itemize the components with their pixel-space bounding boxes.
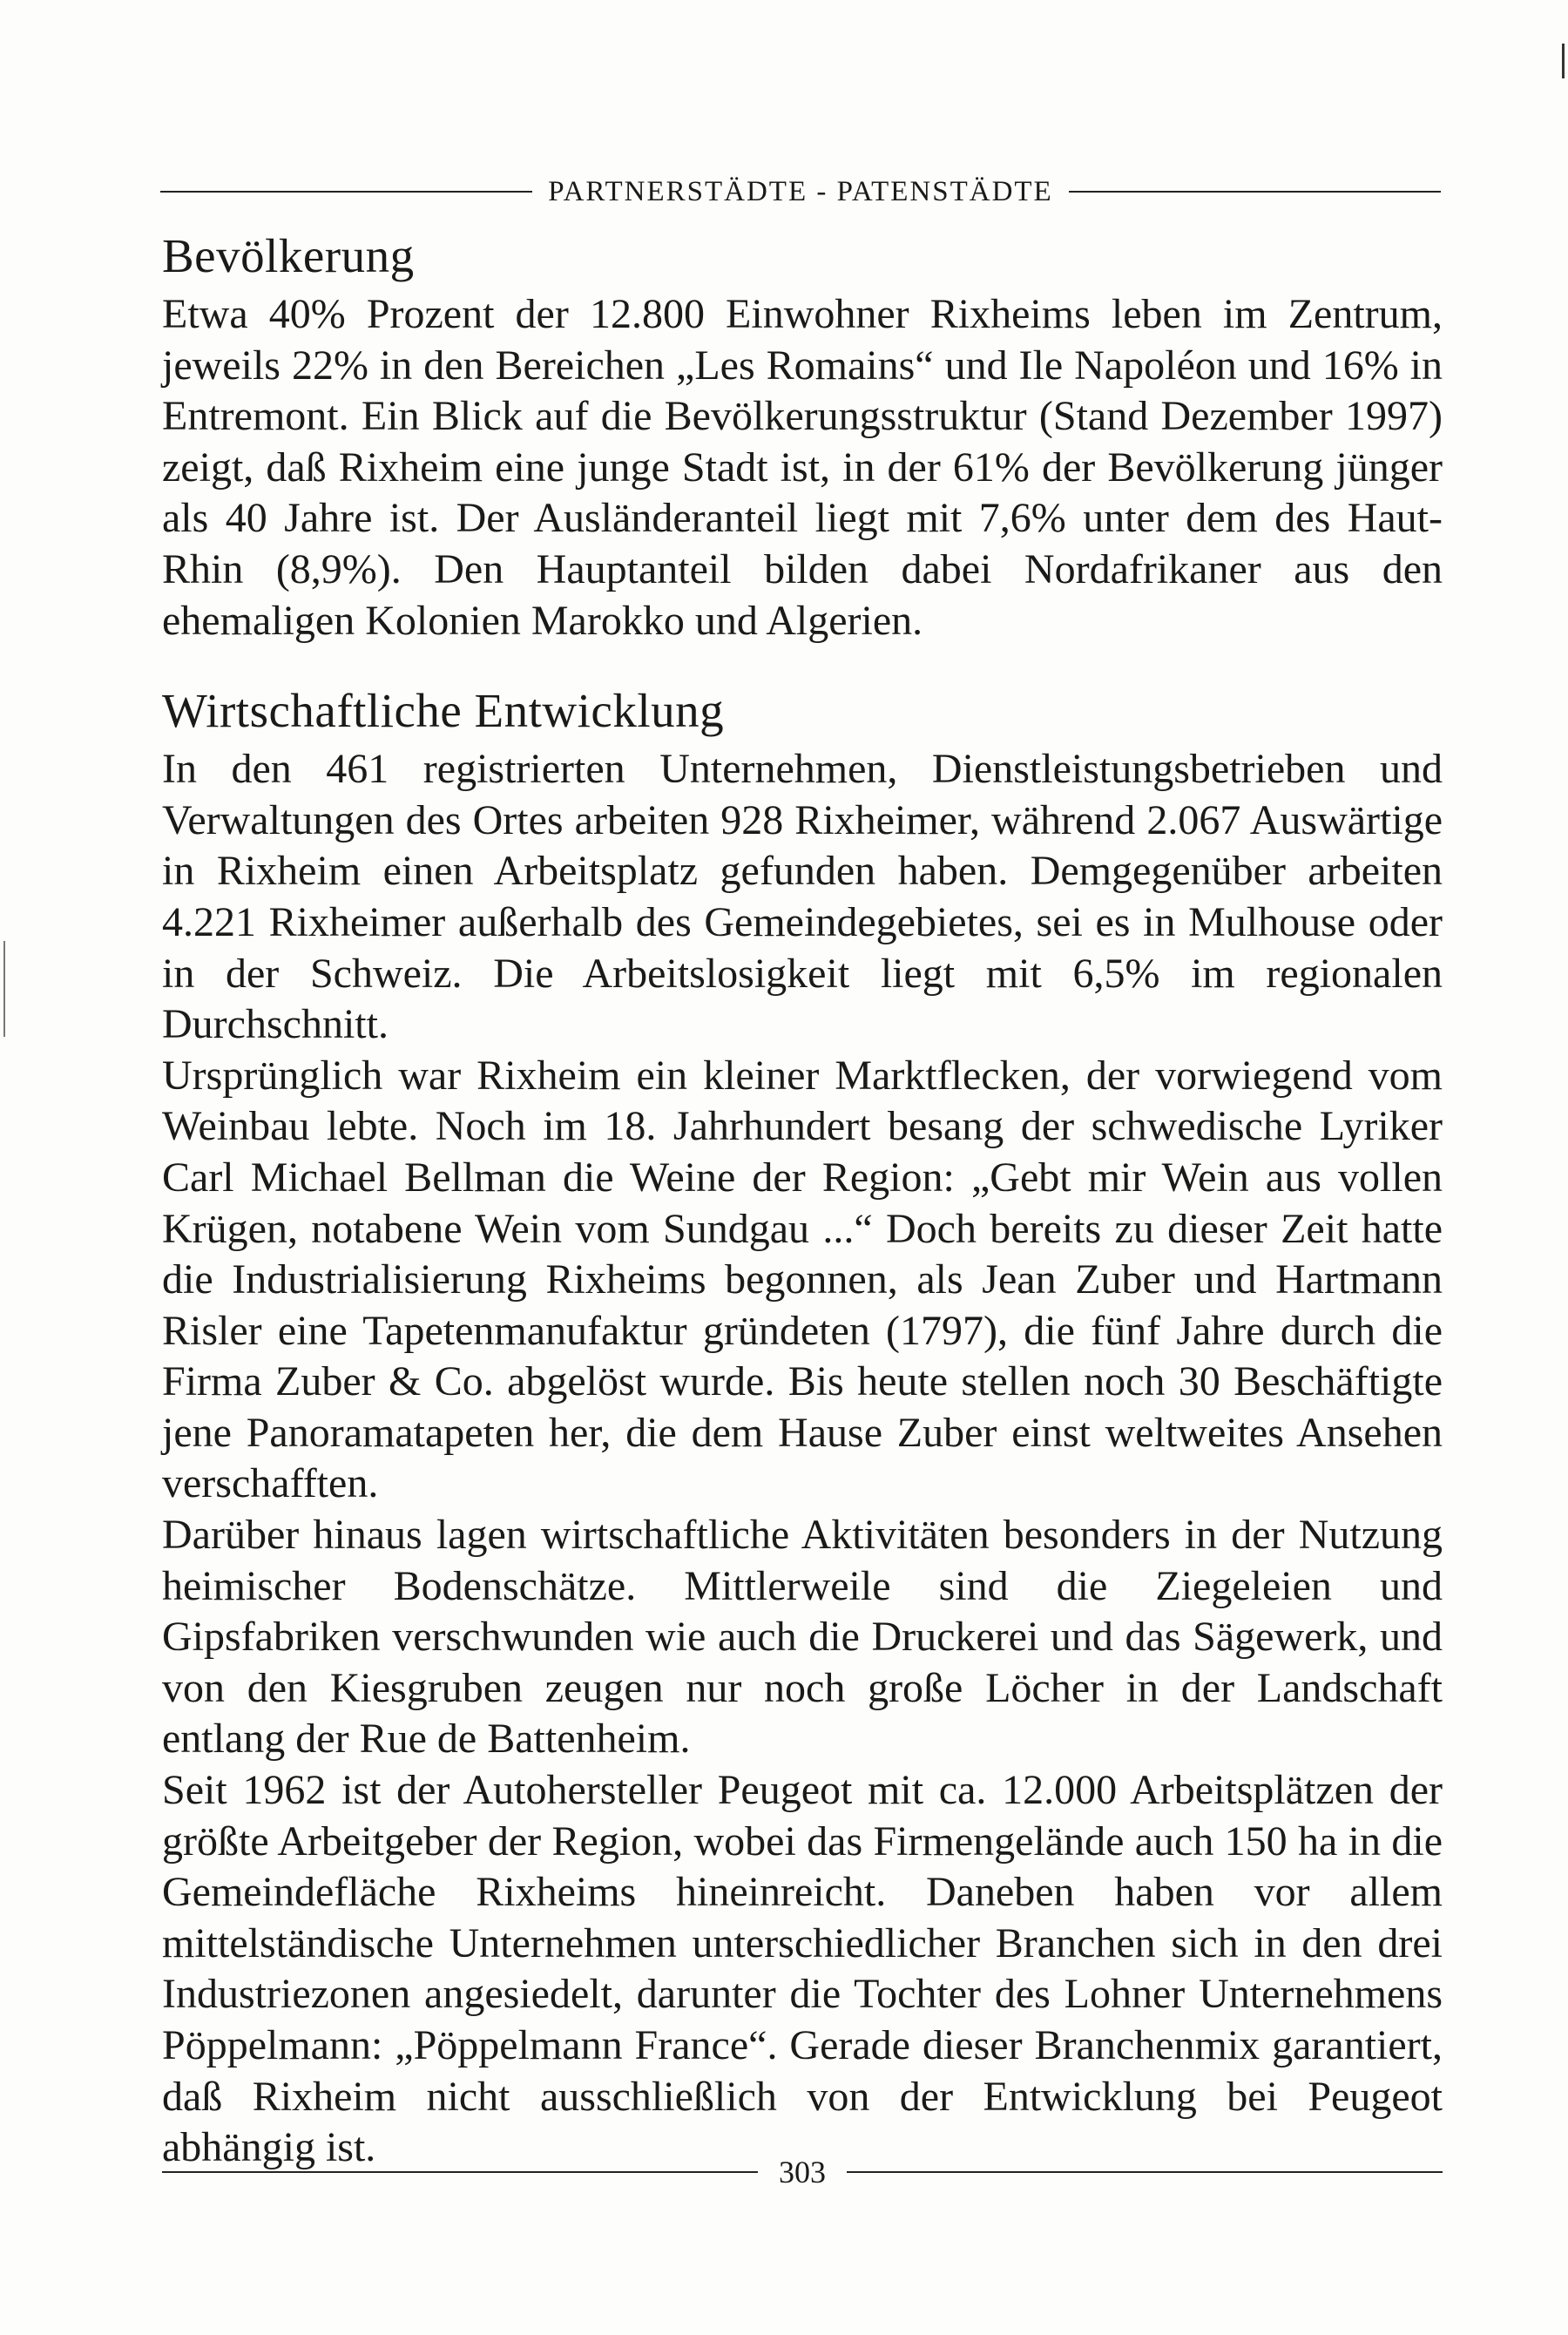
paragraph: Etwa 40% Prozent der 12.800 Einwohner Rixheims leben im Zentrum, jeweils 22% in den Bereichen „Les Romains“ und Ile Napoléon und 16% in Entremont. Ein Blick auf die Bevölkerungsstruktur (Stand Dezember 1997) zeigt, daß Rixheim eine junge Stadt ist, in der 61% der Bevölkerung jünger als 40 Jahre ist. Der Ausländeranteil liegt mit 7,6% unter dem des Haut-Rhin (8,9%). Den Hauptanteil bilden dabei Nordafrikaner aus den ehemaligen Kolonien Marokko und Algerien. (162, 291, 1443, 644)
header-rule-right (1069, 191, 1441, 193)
page-footer (162, 2148, 1443, 2196)
scan-edge-mark (3, 941, 5, 1037)
running-header-title: PARTNERSTÄDTE - PATENSTÄDTE (548, 175, 1053, 207)
section-bevoelkerung (162, 223, 1443, 646)
section-wirtschaftliche-entwicklung (162, 678, 1443, 2174)
section-heading: Bevölkerung (162, 229, 415, 282)
header-rule-left (160, 191, 532, 193)
footer-rule-left (162, 2171, 758, 2173)
page-content (162, 223, 1443, 2174)
paragraph: Darüber hinaus lagen wirtschaftliche Aktivitäten besonders in der Nutzung heimischer Bodenschätze. Mittlerweile sind die Ziegeleien und Gipsfabriken verschwunden wie auch die Druckerei und das Sägewerk, und von den Kiesgruben zeugen nur noch große Löcher in der Landschaft entlang der Rue de Battenheim. (162, 1512, 1443, 1763)
paragraph: Ursprünglich war Rixheim ein kleiner Marktflecken, der vorwiegend vom Weinbau lebte. Noch im 18. Jahrhundert besang der schwedische Lyriker Carl Michael Bellman die Weine der Region: „Gebt mir Wein aus vollen Krügen, notabene Wein vom Sundgau ...“ Doch bereits zu dieser Zeit hatte die Industrialisierung Rixheims begonnen, als Jean Zuber und Hartmann Risler eine Tapetenmanufaktur gründeten (1797), die fünf Jahre durch die Firma Zuber & Co. abgelöst wurde. Bis heute stellen noch 30 Beschäftigte jene Panoramatapeten her, die dem Hause Zuber einst weltweites Ansehen verschafften. (162, 1052, 1443, 1507)
running-header (160, 167, 1441, 216)
section-heading: Wirtschaftliche Entwicklung (162, 684, 725, 738)
paragraph: Seit 1962 ist der Autohersteller Peugeot mit ca. 12.000 Arbeitsplätzen der größte Arbeitgeber der Region, wobei das Firmengelände auch 150 ha in die Gemeindefläche Rixheims hineinreicht. Daneben haben vor allem mittelständische Unternehmen unterschiedlicher Branchen sich in den drei Industriezonen angesiedelt, darunter die Tochter des Lohner Unternehmens Pöppelmann: „Pöppelmann France“. Gerade dieser Branchenmix garantiert, daß Rixheim nicht ausschließlich von der Entwicklung bei Peugeot abhängig ist. (162, 1767, 1443, 2171)
page-number: 303 (779, 2155, 826, 2189)
paragraph: In den 461 registrierten Unternehmen, Dienstleistungsbetrieben und Verwaltungen des Ortes arbeiten 928 Rixheimer, während 2.067 Auswärtige in Rixheim einen Arbeitsplatz gefunden haben. Demgegenüber arbeiten 4.221 Rixheimer außerhalb des Gemeindegebietes, sei es in Mulhouse oder in der Schweiz. Die Arbeitslosigkeit liegt mit 6,5% im regionalen Durchschnitt. (162, 746, 1443, 1048)
scan-edge-mark (1562, 44, 1565, 78)
footer-rule-right (847, 2171, 1443, 2173)
